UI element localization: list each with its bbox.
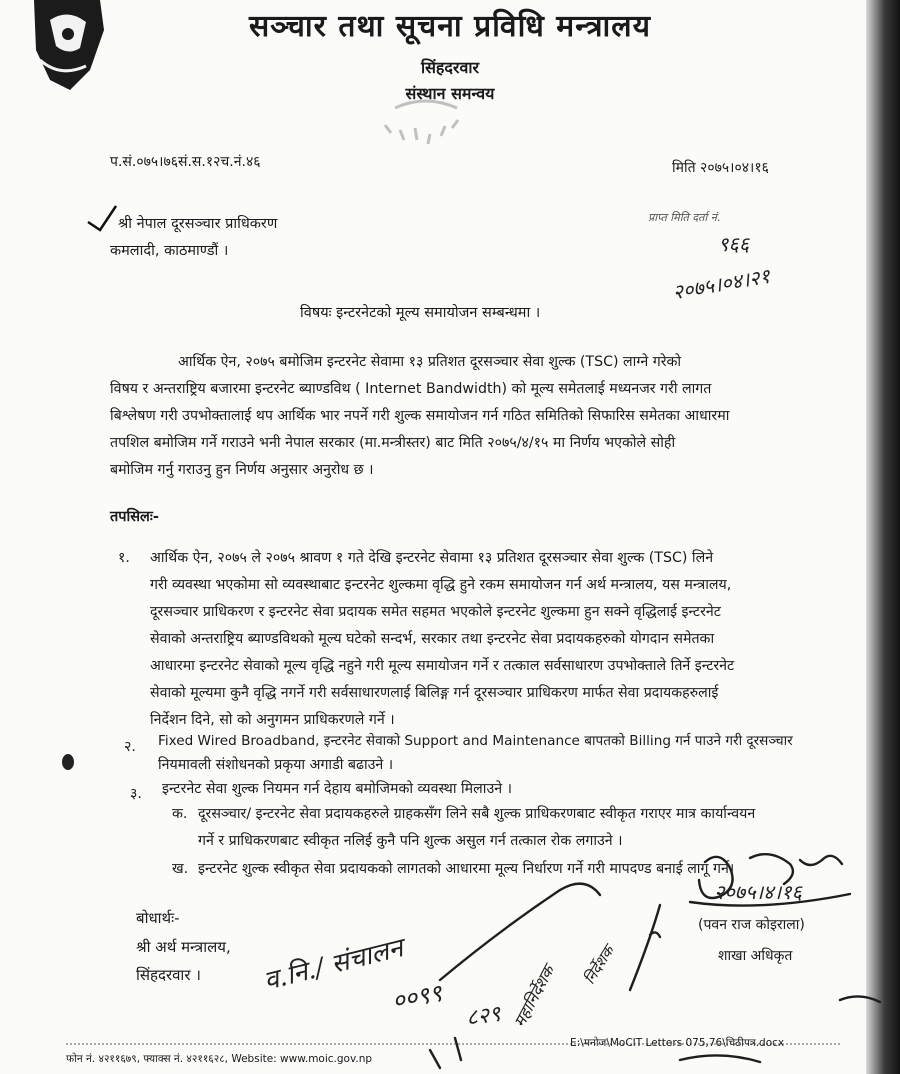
item1-line-4: सेवाको अन्तराष्ट्रिय ब्याण्डविथको मूल्य घटेको सन्दर्भ, सरकार तथा इन्टरनेट सेवा प्रदायकहरुको योगदान समेतका	[150, 631, 715, 647]
signatory-name: (पवन राज कोइराला)	[698, 917, 805, 933]
recipient-name: श्री नेपाल दूरसञ्चार प्राधिकरण	[118, 216, 278, 232]
item2-line-1: Fixed Wired Broadband, इन्टरनेट सेवाको Support and Maintenance बापतको Billing गर्न पाउने गरी दूरसञ्चार	[158, 733, 793, 749]
tapsil-heading: तपसिलः-	[110, 509, 159, 525]
handwritten-note-4: महानिर्देशक	[509, 962, 558, 1031]
item1-line-5: आधारमा इन्टरनेट सेवाको मूल्य वृद्धि नहुने गरी मूल्य समायोजन गर्ने र तत्काल सर्वसाधारण उपभोक्ताले तिर्ने इन्टरनेट	[150, 658, 735, 674]
handwritten-note-1: व.नि./ संचालन	[260, 933, 407, 997]
item1-line-1: आर्थिक ऐन, २०७५ ले २०७५ श्रावण १ गते देखि इन्टरनेट सेवामा १३ प्रतिशत दूरसञ्चार सेवा शुल्क (TSC) लिने	[150, 550, 714, 566]
item1-line-6: सेवाको मूल्यमा कुनै वृद्धि नगर्ने गरी सर्वसाधारणलाई बिलिङ्ग गर्न दूरसञ्चार प्राधिकरण मार्फत सेवा प्रदायकहरुलाई	[150, 685, 719, 701]
item2-number: २.	[124, 739, 136, 755]
item1-number: १.	[118, 550, 130, 566]
item3b-line: इन्टरनेट शुल्क स्वीकृत सेवा प्रदायकको लागतको आधारमा मूल्य निर्धारण गर्ने गरी मापदण्ड बनाई लागू गर्ने।	[198, 861, 735, 877]
recipient-address: कमलादी, काठमाण्डौं ।	[110, 243, 229, 259]
intro-line-2: विषय र अन्तराष्ट्रिय बजारमा इन्टरनेट ब्याण्डविथ ( Internet Bandwidth) को मूल्य समेतलाई मध्यनजर गरी लागत	[110, 381, 712, 397]
signatory-title: शाखा अधिकृत	[718, 948, 793, 964]
item3-line: इन्टरनेट सेवा शुल्क नियमन गर्न देहाय बमोजिमको व्यवस्था मिलाउने ।	[162, 781, 512, 797]
item2-line-2: नियमावली संशोधनको प्रकृया अगाडी बढाउने ।	[158, 757, 394, 773]
footer-contact: फोन नं. ४२११६७९, फ्याक्स नं. ४२११६२८, Website: www.moic.gov.np	[66, 1053, 373, 1065]
intro-line-4: तपशिल बमोजिम गर्ने गराउने भनी नेपाल सरकार (मा.मन्त्रीस्तर) बाट मिति २०७५/४/१५ मा निर्णय भएकोले सोही	[110, 435, 676, 451]
footer-filepath: E:\मनोज\MoCIT Letters 075,76\चिठीपत्र.docx	[570, 1037, 785, 1049]
item3a-line-1: दूरसञ्चार/ इन्टरनेट सेवा प्रदायकहरुले ग्राहकसँग लिने सबै शुल्क प्राधिकरणबाट स्वीकृत गराएर मात्र कार्यान्वयन	[198, 806, 756, 822]
cc-label: बोधार्थः-	[136, 909, 180, 927]
item1-line-2: गरी व्यवस्था भएकोमा सो व्यवस्थाबाट इन्टरनेट शुल्कमा वृद्धि हुने रकम समायोजन गर्न अर्थ मन्त्रालय, यस मन्त्रालय,	[150, 577, 732, 593]
cc-line-1: श्री अर्थ मन्त्रालय,	[136, 938, 231, 956]
item3a-label: क.	[172, 806, 188, 822]
reference-number: प.सं.०७५।७६सं.स.१२च.नं.४६	[110, 154, 261, 170]
handwritten-note-5: निर्देशक	[580, 942, 618, 988]
location-line: सिंहदरवार	[420, 58, 480, 77]
cc-line-2: सिंहदरवार ।	[136, 966, 201, 984]
item3-number: ३.	[130, 786, 142, 802]
item1-line-3: दूरसञ्चार प्राधिकरण र इन्टरनेट सेवा प्रदायक समेत सहमत भएकोले इन्टरनेट शुल्कमा हुन सक्ने वृद्धिलाई इन्टरनेट	[150, 604, 721, 620]
handwritten-note-3: ८२९	[464, 1001, 503, 1032]
signature-date: २०७५।४।१६	[714, 880, 802, 904]
letter-date: मिति २०७५।०४।१६	[672, 160, 769, 176]
division-line: संस्थान समन्वय	[405, 84, 495, 103]
intro-line-1: आर्थिक ऐन, २०७५ बमोजिम इन्टरनेट सेवामा १३ प्रतिशत दूरसञ्चार सेवा शुल्क (TSC) लाग्ने गरेको	[178, 354, 682, 370]
item3b-label: ख.	[172, 861, 189, 877]
ministry-title: सञ्चार तथा सूचना प्रविधि मन्त्रालय	[248, 9, 652, 44]
item3a-line-2: गर्ने र प्राधिकरणबाट स्वीकृत नलिई कुनै पनि शुल्क असुल गर्न तत्काल रोक लगाउने ।	[198, 833, 623, 849]
item1-line-7: निर्देशन दिने, सो को अनुगमन प्राधिकरणले गर्ने ।	[150, 712, 395, 728]
intro-line-5: बमोजिम गर्नु गराउनु हुन निर्णय अनुसार अनुरोध छ ।	[110, 462, 374, 478]
received-stamp-date: २०७५।०४।२१	[670, 263, 772, 305]
received-stamp-label: प्राप्त मिति दर्ता नं.	[648, 211, 721, 224]
intro-line-3: बिश्लेषण गरी उपभोक्तालाई थप आर्थिक भार नपर्ने गरी शुल्क समायोजन गर्न गठित समितिको सिफारिस समेतका आधारमा	[110, 408, 730, 424]
received-stamp-number: ९६६	[718, 232, 750, 256]
subject-line: विषयः इन्टरनेटको मूल्य समायोजन सम्बन्धमा ।	[300, 305, 541, 321]
handwritten-note-2: ००९९	[390, 978, 445, 1016]
